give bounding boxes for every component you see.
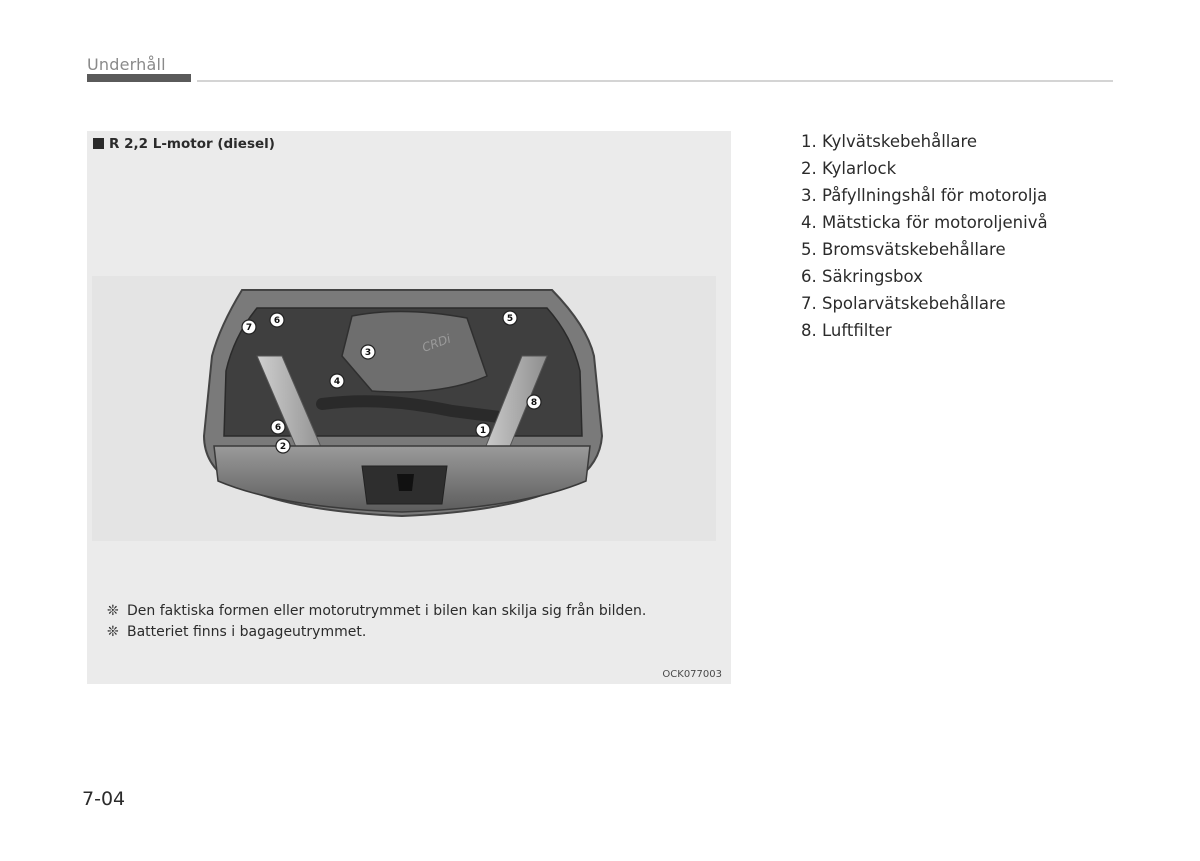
list-item: 1. Kylvätskebehållare <box>801 132 978 151</box>
callout-6-lower <box>271 420 285 434</box>
engine-bay-illustration <box>202 286 604 526</box>
engine-cover-label: CRDi <box>420 331 453 355</box>
header-bar <box>87 74 191 82</box>
callout-5 <box>503 311 517 325</box>
page-number: 7-04 <box>82 788 126 810</box>
list-item: 6. Säkringsbox <box>801 267 923 286</box>
svg-text:4: 4 <box>333 377 341 387</box>
square-bullet-icon <box>93 138 104 149</box>
svg-text:1: 1 <box>479 426 487 436</box>
note-line <box>107 622 646 643</box>
callout-7 <box>242 320 256 334</box>
hood-latch <box>397 474 414 491</box>
section-title: Underhåll <box>87 55 166 74</box>
note-text: Batteriet finns i bagageutrymmet. <box>127 623 367 640</box>
list-item: 8. Luftfilter <box>801 321 892 340</box>
list-item: 7. Spolarvätskebehållare <box>801 294 1006 313</box>
callout-1 <box>476 423 490 437</box>
header-divider <box>197 80 1113 82</box>
list-item: 5. Bromsvätskebehållare <box>801 240 1006 259</box>
callout-4 <box>330 374 344 388</box>
note-text: Den faktiska formen eller motorutrymmet i bilen kan skilja sig från bilden. <box>127 603 647 619</box>
callout-6-upper <box>270 313 284 327</box>
list-item: 2. Kylarlock <box>801 159 897 178</box>
figure-notes <box>107 601 646 642</box>
svg-text:8: 8 <box>530 398 538 408</box>
image-code: OCK077003 <box>662 669 722 680</box>
list-item: 4. Mätsticka för motoroljenivå <box>801 213 1048 232</box>
svg-text:6: 6 <box>274 423 282 433</box>
parts-list <box>801 128 1048 344</box>
svg-text:3: 3 <box>364 348 372 358</box>
svg-text:7: 7 <box>245 323 253 333</box>
figure-caption-text: R 2,2 L-motor (diesel) <box>109 136 275 152</box>
note-marker: ❊ <box>107 603 119 619</box>
callout-8 <box>527 395 541 409</box>
callout-2 <box>276 439 290 453</box>
svg-text:2: 2 <box>279 442 287 452</box>
callout-3 <box>361 345 375 359</box>
svg-text:5: 5 <box>506 314 514 324</box>
svg-text:6: 6 <box>273 316 281 326</box>
list-item: 3. Påfyllningshål för motorolja <box>801 186 1048 205</box>
figure-caption <box>93 136 275 152</box>
note-marker: ❊ <box>107 623 119 640</box>
figure-box <box>87 131 731 684</box>
note-line <box>107 601 646 622</box>
